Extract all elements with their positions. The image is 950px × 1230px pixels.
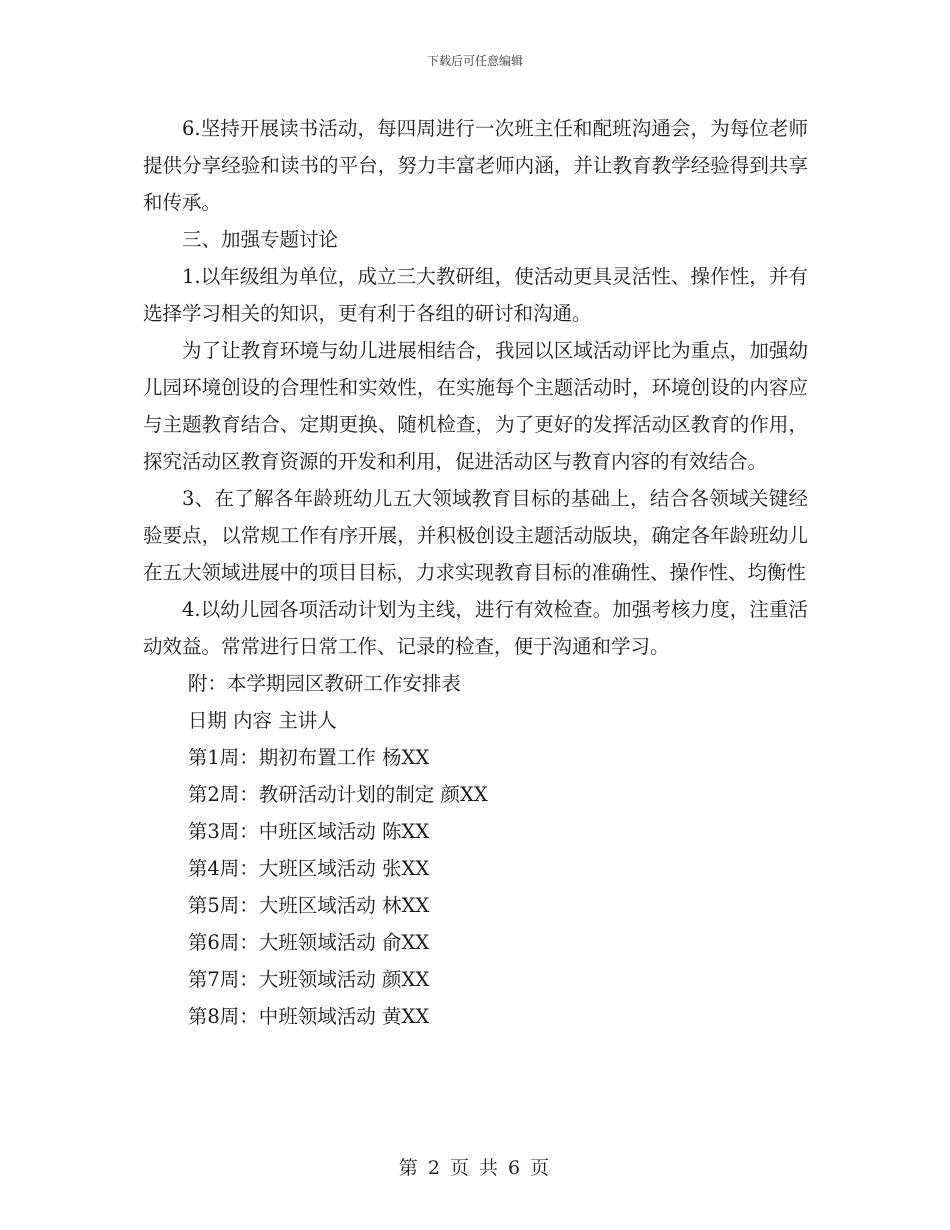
paragraph-item-3: 3、在了解各年龄班幼儿五大领域教育目标的基础上，结合各领域关键经验要点，以常规工作有序开展，并积极创设主题活动版块，确定各年龄班幼儿在五大领域进展中的项目目标，力求实现教育目标的准确性、操作性、均衡性: [143, 487, 808, 584]
schedule-row: 第8周：中班领域活动 黄XX: [187, 1005, 430, 1028]
schedule-row: 第6周：大班领域活动 俞XX: [187, 931, 430, 954]
schedule-row: 第1周：期初布置工作 杨XX: [187, 746, 430, 769]
paragraph-item-4: 4.以幼儿园各项活动计划为主线，进行有效检查。加强考核力度，注重活动效益。常常进行日常工作、记录的检查，便于沟通和学习。: [143, 598, 808, 658]
schedule-row: 第2周：教研活动计划的制定 颜XX: [187, 783, 488, 806]
schedule-header: 日期 内容 主讲人: [187, 709, 337, 732]
schedule-title: 附：本学期园区教研工作安排表: [187, 672, 461, 695]
schedule-row: 第7周：大班领域活动 颜XX: [187, 968, 430, 991]
page-number: 第 2 页 共 6 页: [398, 1157, 552, 1179]
paragraph-environment: 为了让教育环境与幼儿进展相结合，我园以区域活动评比为重点，加强幼儿园环境创设的合理性和实效性，在实施每个主题活动时，环境创设的内容应与主题教育结合、定期更换、随机检查，为了更好的发挥活动区教育的作用，探究活动区教育资源的开发和利用，促进活动区与教育内容的有效结合。: [143, 339, 808, 473]
page-header-note: 下载后可任意编辑: [426, 54, 523, 68]
schedule-row: 第5周：大班区域活动 林XX: [187, 894, 430, 917]
schedule-row: 第3周：中班区域活动 陈XX: [187, 820, 430, 843]
schedule-row: 第4周：大班区域活动 张XX: [187, 857, 430, 880]
paragraph-item-6: 6.坚持开展读书活动，每四周进行一次班主任和配班沟通会，为每位老师提供分享经验和读书的平台，努力丰富老师内涵，并让教育教学经验得到共享和传承。: [143, 117, 808, 214]
paragraph-item-1: 1.以年级组为单位，成立三大教研组，使活动更具灵活性、操作性，并有选择学习相关的知识，更有利于各组的研讨和沟通。: [143, 265, 808, 325]
document-body: [143, 110, 808, 1035]
section-heading: 三、加强专题讨论: [182, 228, 339, 251]
